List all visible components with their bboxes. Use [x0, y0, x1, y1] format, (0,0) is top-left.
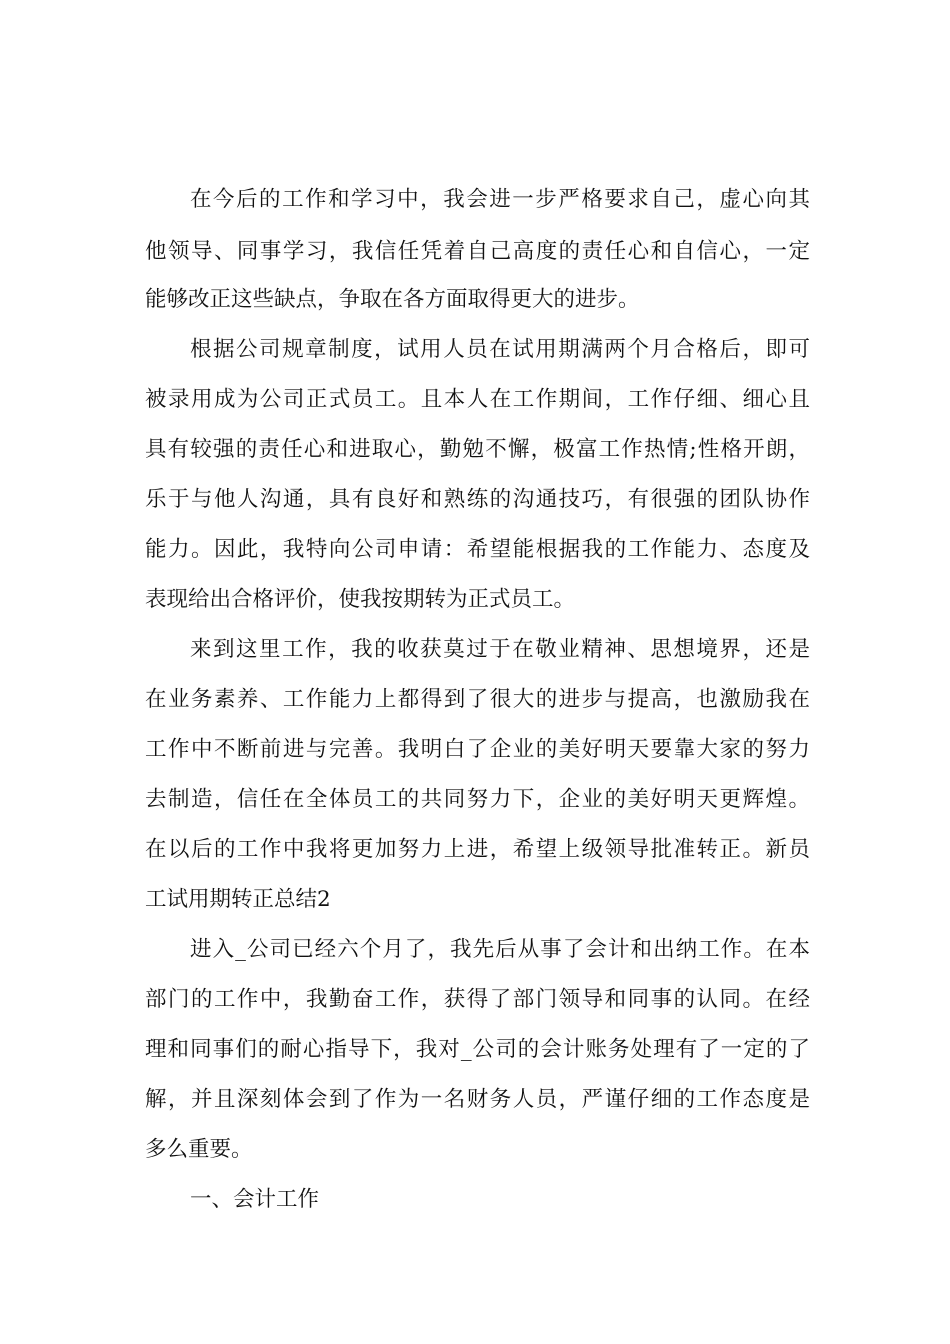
- paragraph-2-line-2: 被录用成为公司正式员工。且本人在工作期间，工作仔细、细心且: [145, 387, 810, 412]
- paragraph-2-line-3: 具有较强的责任心和进取心，勤勉不懈，极富工作热情;性格开朗，: [145, 437, 810, 462]
- paragraph-1-line-2: 他领导、同事学习，我信任凭着自己高度的责任心和自信心，一定: [145, 239, 810, 264]
- paragraph-2-line-6: 表现给出合格评价，使我按期转为正式员工。: [145, 587, 576, 612]
- paragraph-4-line-2: 部门的工作中，我勤奋工作，获得了部门领导和同事的认同。在经: [145, 987, 810, 1012]
- paragraph-1-line-3: 能够改正这些缺点，争取在各方面取得更大的进步。: [145, 287, 640, 312]
- paragraph-3-line-1: 来到这里工作，我的收获莫过于在敬业精神、思想境界，还是: [190, 637, 810, 662]
- paragraph-2-line-4: 乐于与他人沟通，具有良好和熟练的沟通技巧，有很强的团队协作: [145, 487, 810, 512]
- paragraph-3-line-5: 在以后的工作中我将更加努力上进，希望上级领导批准转正。新员: [145, 837, 810, 862]
- paragraph-4-line-4: 解，并且深刻体会到了作为一名财务人员，严谨仔细的工作态度是: [145, 1087, 810, 1112]
- paragraph-3-line-6: 工试用期转正总结2: [145, 887, 331, 912]
- paragraph-2-line-5: 能力。因此，我特向公司申请：希望能根据我的工作能力、态度及: [145, 537, 810, 562]
- paragraph-2-line-1: 根据公司规章制度，试用人员在试用期满两个月合格后，即可: [190, 337, 810, 362]
- paragraph-3-line-4: 去制造，信任在全体员工的共同努力下，企业的美好明天更辉煌。: [145, 787, 810, 812]
- paragraph-4-line-1: 进入_公司已经六个月了，我先后从事了会计和出纳工作。在本: [190, 937, 810, 962]
- paragraph-3-line-3: 工作中不断前进与完善。我明白了企业的美好明天要靠大家的努力: [145, 737, 810, 762]
- paragraph-1-line-1: 在今后的工作和学习中，我会进一步严格要求自己，虚心向其: [190, 187, 810, 212]
- section-heading: 一、会计工作: [190, 1187, 320, 1212]
- paragraph-4-line-5: 多么重要。: [145, 1137, 253, 1162]
- paragraph-3-line-2: 在业务素养、工作能力上都得到了很大的进步与提高，也激励我在: [145, 687, 810, 712]
- paragraph-4-line-3: 理和同事们的耐心指导下，我对_公司的会计账务处理有了一定的了: [145, 1037, 810, 1062]
